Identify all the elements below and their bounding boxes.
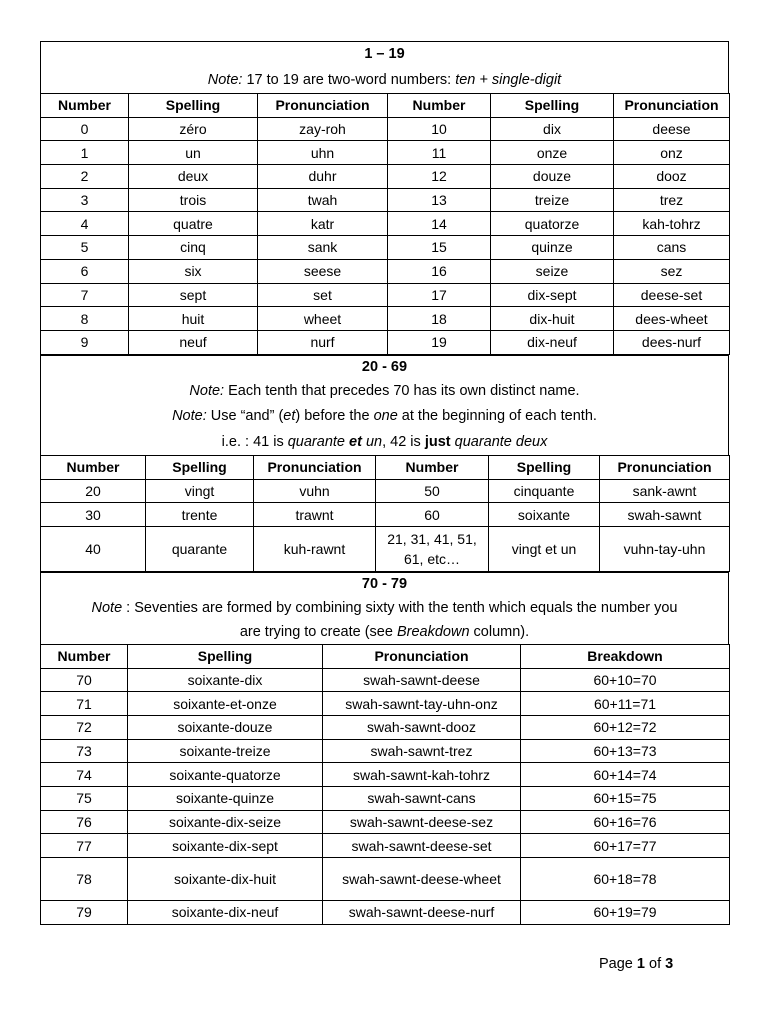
table-cell: 60+14=74 (521, 763, 730, 787)
table-cell: 0 (41, 117, 129, 141)
col-header: Pronunciation (254, 456, 376, 480)
table-cell: six (129, 259, 258, 283)
table-cell: treize (491, 188, 614, 212)
table-row (41, 330, 730, 354)
table-row (41, 715, 730, 739)
table-cell: 60+12=72 (521, 715, 730, 739)
table-cell: 15 (388, 236, 491, 260)
table-cell: vuhn (254, 479, 376, 503)
table-cell: sez (614, 259, 730, 283)
table-cell: katr (258, 212, 388, 236)
table-row (41, 810, 730, 834)
table-cell: swah-sawnt-deese-wheet (323, 858, 521, 901)
table-70-79 (40, 644, 730, 925)
table-row (41, 858, 730, 901)
table-cell: vingt (146, 479, 254, 503)
col-header: Number (41, 94, 129, 118)
table-cell: un (129, 141, 258, 165)
table-cell: swah-sawnt-deese-set (323, 834, 521, 858)
section-1-title: 1 – 19 (364, 46, 405, 62)
section-3-note-line-1: Note : Seventies are formed by combining sixty with the tenth which equals the number you (91, 599, 678, 616)
table-cell: 18 (388, 307, 491, 331)
section-2-title: 20 - 69 (361, 358, 408, 375)
table-cell: 30 (41, 503, 146, 527)
table-cell: sept (129, 283, 258, 307)
table-cell: 75 (41, 786, 128, 810)
table-row (41, 668, 730, 692)
table-row (41, 479, 730, 503)
table-cell: 5 (41, 236, 129, 260)
table-cell: wheet (258, 307, 388, 331)
table-cell: swah-sawnt-cans (323, 786, 521, 810)
table-cell: onz (614, 141, 730, 165)
section-2-note-2: Note: Use “and” (et) before the one at the beginning of each tenth. (172, 408, 597, 425)
col-header: Pronunciation (614, 94, 730, 118)
table-row (41, 786, 730, 810)
table-cell: 60+15=75 (521, 786, 730, 810)
table-cell: kah-tohrz (614, 212, 730, 236)
table-cell: swah-sawnt-deese (323, 668, 521, 692)
table-cell: duhr (258, 165, 388, 189)
table-cell: quinze (491, 236, 614, 260)
table-cell: soixante-dix-seize (128, 810, 323, 834)
table-cell: 70 (41, 668, 128, 692)
table-row (41, 739, 730, 763)
table-row (41, 236, 730, 260)
section-2-header (40, 355, 729, 456)
table-row (41, 212, 730, 236)
table-cell: huit (129, 307, 258, 331)
table-cell: set (258, 283, 388, 307)
table-cell: soixante-dix-neuf (128, 901, 323, 925)
col-header: Spelling (491, 94, 614, 118)
table-cell: douze (491, 165, 614, 189)
table-cell: 10 (388, 117, 491, 141)
table-cell: vuhn-tay-uhn (600, 526, 730, 571)
table-row (41, 188, 730, 212)
table-cell: 1 (41, 141, 129, 165)
table-cell: soixante-et-onze (128, 692, 323, 716)
page-footer: Page 1 of 3 (599, 956, 674, 972)
table-cell: trente (146, 503, 254, 527)
table-header-row (41, 644, 730, 668)
table-cell: soixante-douze (128, 715, 323, 739)
table-cell: 60+10=70 (521, 668, 730, 692)
section-3-header (40, 572, 729, 644)
table-cell: quatre (129, 212, 258, 236)
table-cell: dix-sept (491, 283, 614, 307)
table-cell: soixante (489, 503, 600, 527)
table-cell: dix-huit (491, 307, 614, 331)
table-cell: 7 (41, 283, 129, 307)
col-header: Number (41, 644, 128, 668)
table-cell: swah-sawnt-deese-sez (323, 810, 521, 834)
document-page (40, 41, 729, 925)
table-cell: 21, 31, 41, 51, 61, etc… (376, 526, 489, 571)
table-cell: 40 (41, 526, 146, 571)
table-cell: 3 (41, 188, 129, 212)
col-header: Breakdown (521, 644, 730, 668)
table-cell: swah-sawnt-tay-uhn-onz (323, 692, 521, 716)
table-cell: deese-set (614, 283, 730, 307)
table-cell: 20 (41, 479, 146, 503)
table-cell: vingt et un (489, 526, 600, 571)
table-cell: 60+17=77 (521, 834, 730, 858)
col-header: Spelling (146, 456, 254, 480)
table-row (41, 307, 730, 331)
section-1-note: Note: 17 to 19 are two-word numbers: ten + single-digit (207, 71, 562, 88)
section-2-note-3: i.e. : 41 is quarante et un, 42 is just quarante deux (221, 433, 548, 450)
table-cell: 17 (388, 283, 491, 307)
table-cell: 12 (388, 165, 491, 189)
table-cell: 6 (41, 259, 129, 283)
table-row (41, 692, 730, 716)
table-cell: soixante-treize (128, 739, 323, 763)
table-cell: 50 (376, 479, 489, 503)
table-cell: 16 (388, 259, 491, 283)
table-cell: quatorze (491, 212, 614, 236)
table-cell: cinq (129, 236, 258, 260)
table-cell: 76 (41, 810, 128, 834)
table-cell: kuh-rawnt (254, 526, 376, 571)
table-cell: sank (258, 236, 388, 260)
table-cell: zéro (129, 117, 258, 141)
table-cell: zay-roh (258, 117, 388, 141)
table-cell: soixante-dix-huit (128, 858, 323, 901)
table-cell: twah (258, 188, 388, 212)
table-header-row (41, 94, 730, 118)
table-cell: uhn (258, 141, 388, 165)
table-1-19 (40, 93, 730, 355)
table-row (41, 117, 730, 141)
table-cell: deux (129, 165, 258, 189)
table-cell: 14 (388, 212, 491, 236)
table-cell: 60+18=78 (521, 858, 730, 901)
table-cell: 77 (41, 834, 128, 858)
table-cell: swah-sawnt-trez (323, 739, 521, 763)
table-row (41, 503, 730, 527)
table-cell: dix (491, 117, 614, 141)
table-cell: 13 (388, 188, 491, 212)
col-header: Spelling (128, 644, 323, 668)
table-cell: dees-nurf (614, 330, 730, 354)
col-header: Spelling (489, 456, 600, 480)
table-cell: 78 (41, 858, 128, 901)
table-cell: onze (491, 141, 614, 165)
table-cell: 19 (388, 330, 491, 354)
table-cell: swah-sawnt (600, 503, 730, 527)
table-row (41, 834, 730, 858)
table-cell: 60+13=73 (521, 739, 730, 763)
table-row (41, 283, 730, 307)
table-cell: seese (258, 259, 388, 283)
table-cell: 73 (41, 739, 128, 763)
table-cell: 60+19=79 (521, 901, 730, 925)
table-cell: 60+11=71 (521, 692, 730, 716)
table-cell: 11 (388, 141, 491, 165)
table-cell: deese (614, 117, 730, 141)
table-cell: cans (614, 236, 730, 260)
table-cell: dees-wheet (614, 307, 730, 331)
table-cell: dix-neuf (491, 330, 614, 354)
table-row (41, 763, 730, 787)
table-cell: 72 (41, 715, 128, 739)
section-1-header (40, 41, 729, 93)
table-cell: soixante-dix-sept (128, 834, 323, 858)
table-cell: sank-awnt (600, 479, 730, 503)
col-header: Number (388, 94, 491, 118)
table-cell: 8 (41, 307, 129, 331)
table-cell: soixante-quatorze (128, 763, 323, 787)
table-cell: swah-sawnt-deese-nurf (323, 901, 521, 925)
table-cell: dooz (614, 165, 730, 189)
col-header: Number (41, 456, 146, 480)
table-cell: swah-sawnt-kah-tohrz (323, 763, 521, 787)
table-row (41, 901, 730, 925)
table-cell: swah-sawnt-dooz (323, 715, 521, 739)
table-cell: 2 (41, 165, 129, 189)
table-cell: 74 (41, 763, 128, 787)
table-cell: soixante-dix (128, 668, 323, 692)
table-cell: 9 (41, 330, 129, 354)
table-cell: 4 (41, 212, 129, 236)
table-cell: soixante-quinze (128, 786, 323, 810)
table-20-69 (40, 455, 730, 572)
section-3-title: 70 - 79 (361, 575, 408, 592)
table-cell: nurf (258, 330, 388, 354)
table-cell: quarante (146, 526, 254, 571)
table-cell: 60 (376, 503, 489, 527)
col-header: Spelling (129, 94, 258, 118)
col-header: Pronunciation (323, 644, 521, 668)
table-header-row (41, 456, 730, 480)
table-cell: trois (129, 188, 258, 212)
table-cell: 79 (41, 901, 128, 925)
col-header: Pronunciation (600, 456, 730, 480)
table-cell: trawnt (254, 503, 376, 527)
section-2-note-1: Note: Each tenth that precedes 70 has its own distinct name. (189, 382, 580, 399)
table-cell: 71 (41, 692, 128, 716)
table-cell: neuf (129, 330, 258, 354)
table-cell: seize (491, 259, 614, 283)
table-row (41, 259, 730, 283)
table-cell: 60+16=76 (521, 810, 730, 834)
table-row (41, 141, 730, 165)
table-row (41, 526, 730, 571)
col-header: Number (376, 456, 489, 480)
col-header: Pronunciation (258, 94, 388, 118)
section-3-note-line-2: are trying to create (see Breakdown column). (239, 623, 530, 640)
table-cell: trez (614, 188, 730, 212)
table-cell: cinquante (489, 479, 600, 503)
table-row (41, 165, 730, 189)
